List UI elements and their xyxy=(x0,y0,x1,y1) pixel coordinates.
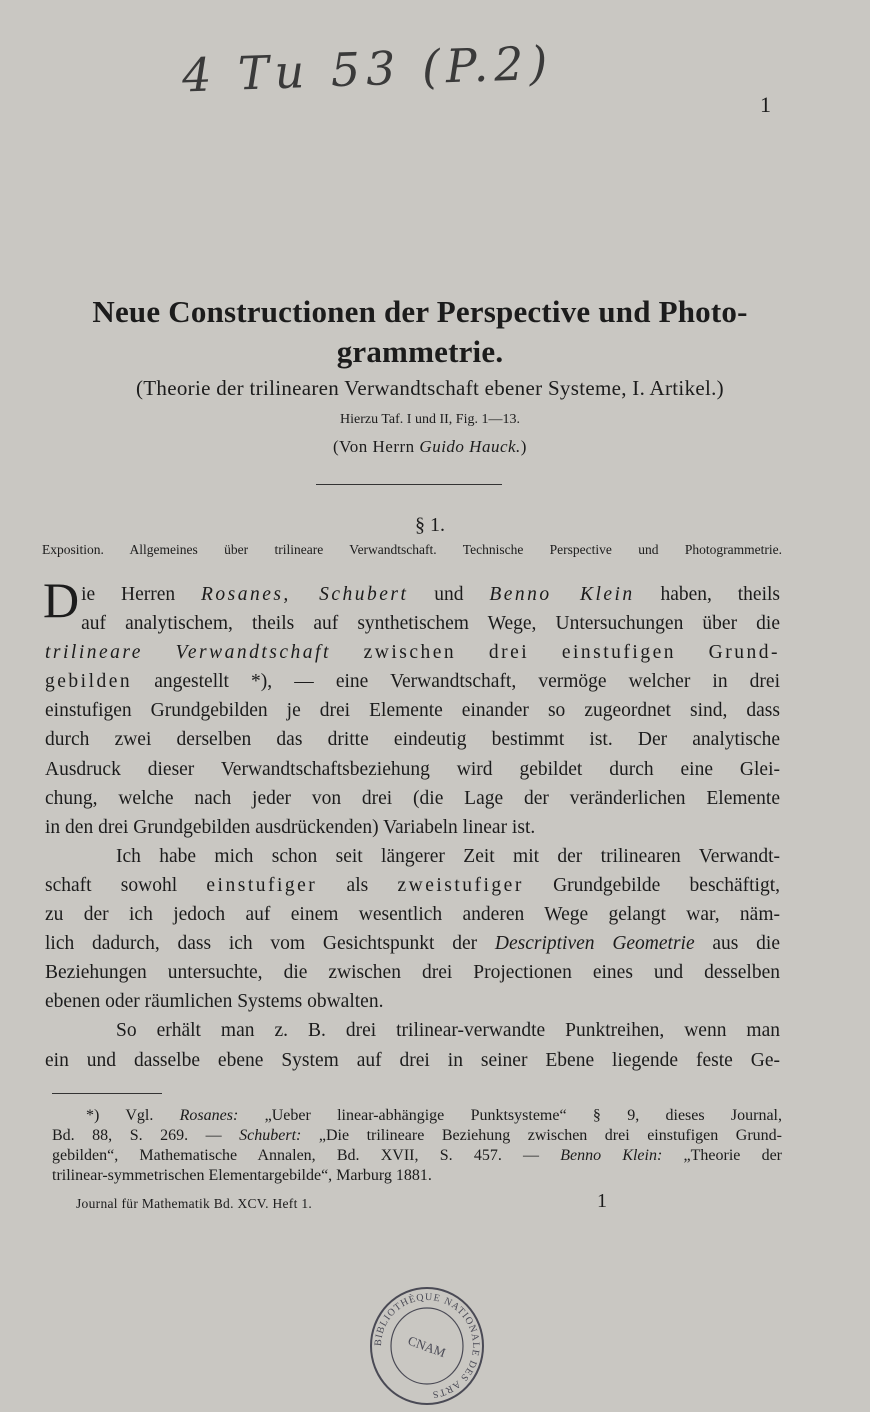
stamp-ring-text: BIBLIOTHÈQUE NATIONALE DES ARTS xyxy=(372,1291,482,1400)
paragraph-2 xyxy=(45,842,780,1017)
footnote-divider xyxy=(52,1093,162,1094)
text-line: in den drei Grundgebilden ausdrückenden) Variabeln linear ist. xyxy=(45,816,536,838)
text-line: chung, welche nach jeder von drei (die Lage der veränderlichen Elemente xyxy=(45,787,780,809)
section-heading: § 1. xyxy=(415,514,445,536)
footnote xyxy=(52,1106,782,1186)
title-line-2: grammetrie. xyxy=(336,334,504,369)
handwritten-shelfmark: 4 Tu 53 (P.2) xyxy=(181,35,555,103)
section-subheading: Exposition. Allgemeines über trilineare Verwandtschaft. Technische Perspective und Photogrammetrie. xyxy=(42,542,782,557)
text-line: schaft sowohl einstufiger als zweistufiger Grundgebilde beschäftigt, xyxy=(45,874,780,896)
article-subtitle: (Theorie der trilinearen Verwandtschaft ebener Systeme, I. Artikel.) xyxy=(136,376,724,400)
text-line: Ich habe mich schon seit längerer Zeit mit der trilinearen Verwandt- xyxy=(116,845,780,867)
paragraph-1 xyxy=(43,572,781,842)
text-line: auf analytischem, theils auf synthetischem Wege, Untersuchungen über die xyxy=(81,613,780,635)
drop-cap: D xyxy=(43,572,80,628)
text-line: durch zwei derselben das dritte eindeutig bestimmt ist. Der analytische xyxy=(45,729,780,751)
title-line-1: Neue Constructionen der Perspective und Photo- xyxy=(92,294,748,329)
journal-footer: Journal für Mathematik Bd. XCV. Heft 1. xyxy=(76,1196,313,1211)
plates-note: Hierzu Taf. I und II, Fig. 1—13. xyxy=(340,412,520,427)
text-line: Ausdruck dieser Verwandtschaftsbeziehung wird gebildet durch eine Glei- xyxy=(45,758,780,780)
footnote-line: Bd. 88, S. 269. — Schubert: „Die trilineare Beziehung zwischen drei einstufigen Grund- xyxy=(52,1127,783,1144)
text-line: gebilden angestellt *), — eine Verwandtschaft, vermöge welcher in drei xyxy=(45,671,780,693)
text-line: ein und dasselbe ebene System auf drei in seiner Ebene liegende feste Ge- xyxy=(45,1049,780,1071)
text-line: einstufigen Grundgebilden je drei Elemente einander so zugeordnet sind, dass xyxy=(45,700,780,722)
footnote-line: trilinear-symmetrischen Elementargebilde“, Marburg 1881. xyxy=(52,1167,432,1184)
text-line: So erhält man z. B. drei trilinear-verwandte Punktreihen, wenn man xyxy=(116,1020,780,1042)
text-line: lich dadurch, dass ich vom Gesichtspunkt der Descriptiven Geometrie aus die xyxy=(45,933,780,955)
text-line: ie Herren Rosanes, Schubert und Benno Klein haben, theils xyxy=(81,584,780,605)
body-text xyxy=(43,572,781,1075)
paragraph-3 xyxy=(45,1016,780,1074)
author-prefix: (Von Herrn xyxy=(333,437,415,456)
article-title xyxy=(40,292,800,372)
text-line: trilineare Verwandtschaft zwischen drei einstufigen Grund- xyxy=(45,642,781,664)
sheet-number: 1 xyxy=(597,1190,607,1212)
footnote-line: gebilden“, Mathematische Annalen, Bd. XVII, S. 457. — Benno Klein: „Theorie der xyxy=(52,1147,783,1164)
author-line xyxy=(40,437,820,457)
page-number: 1 xyxy=(760,92,771,117)
library-stamp xyxy=(366,1285,488,1407)
author-name: Guido Hauck. xyxy=(419,437,521,456)
text-line: zu der ich jedoch auf einem wesentlich anderen Wege gelangt war, näm- xyxy=(45,904,780,926)
title-divider xyxy=(316,484,502,485)
stamp-center-text: CNAM xyxy=(405,1332,448,1361)
footnote-line: *) Vgl. Rosanes: „Ueber linear-abhängige Punktsysteme“ § 9, dieses Journal, xyxy=(86,1107,783,1124)
author-suffix: ) xyxy=(520,437,527,456)
text-line: ebenen oder räumlichen Systems obwalten. xyxy=(45,991,384,1013)
text-line: Beziehungen untersuchte, die zwischen drei Projectionen eines und desselben xyxy=(45,962,780,984)
